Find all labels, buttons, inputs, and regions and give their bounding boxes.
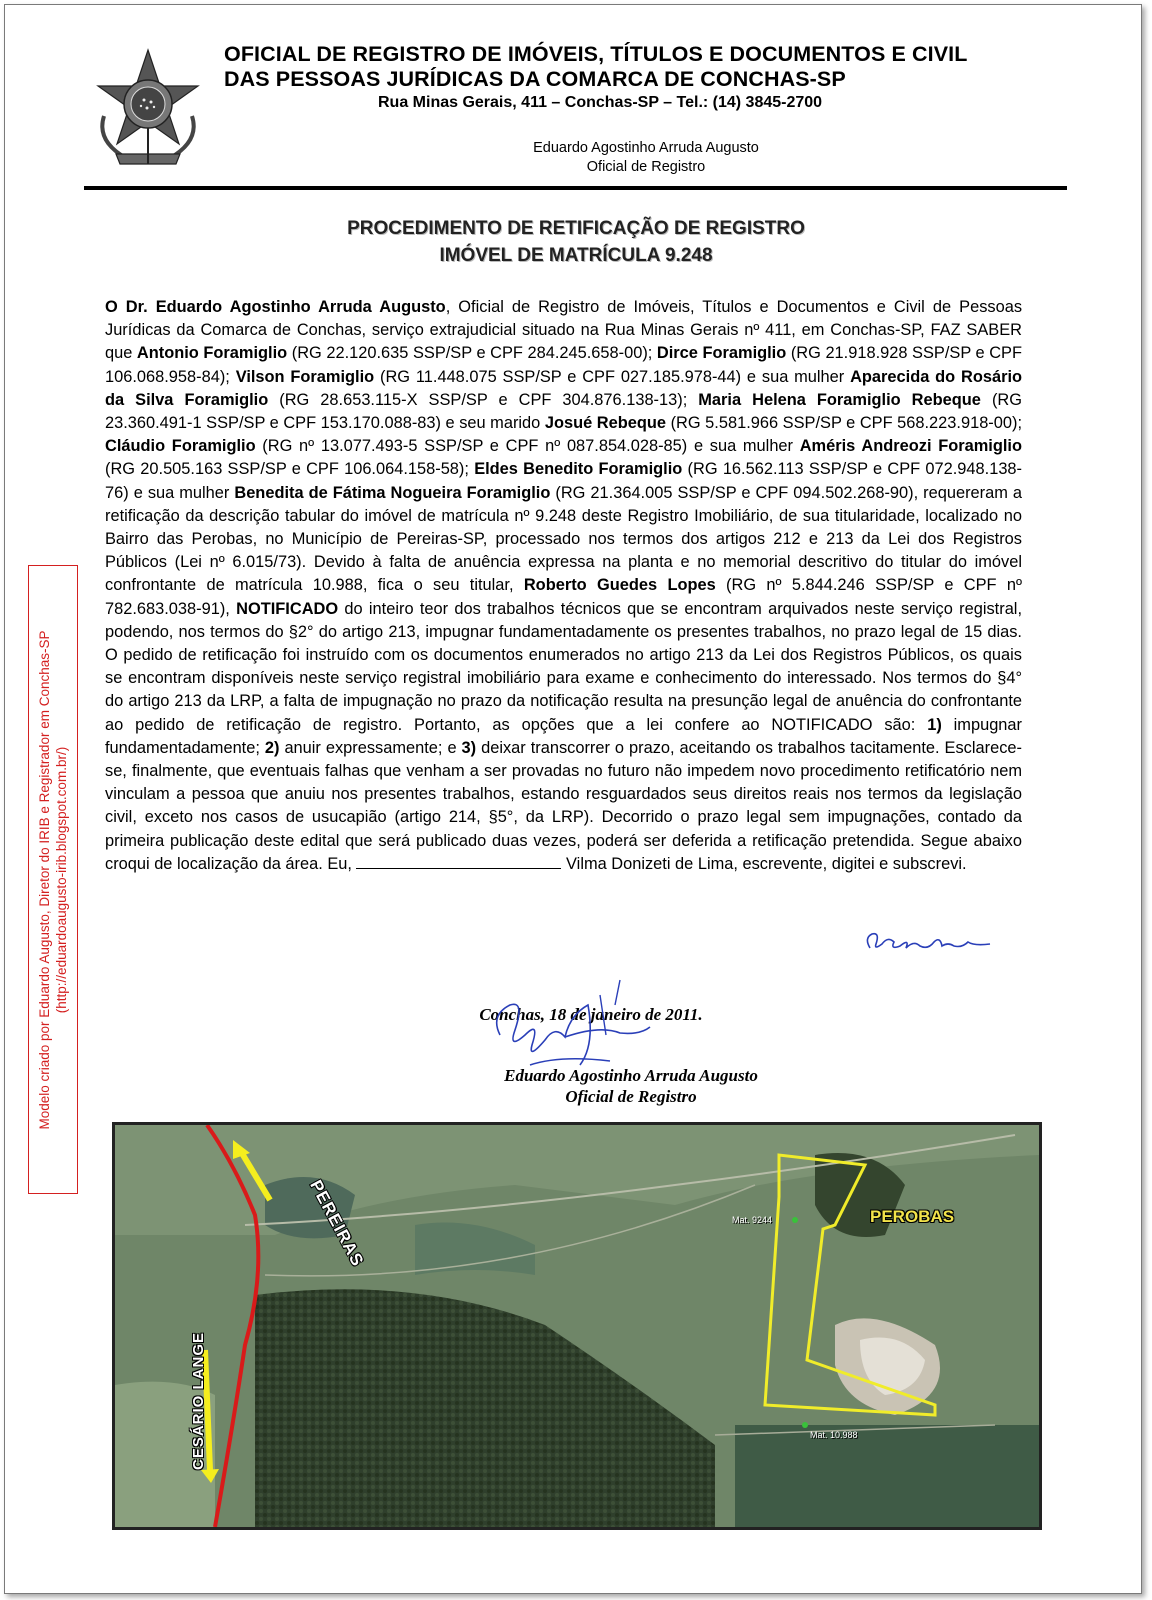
- body-text: deixar transcorrer o prazo, aceitando os trabalhos tacitamente. Esclarece-se, finalmente, que eventuais falhas que venham a ser provadas no futuro não impedem novo procedimento retificatório nem vinculam a pessoa que anuiu nos presentes trabalhos, estando resguardados seus direitos reais nos termos da legislação civil, exceto nos casos de usucapião (artigo 214, §5°, da LRP). Decorrido o prazo legal sem impugnações, contado da primeira publicação deste edital que será publicado duas vezes, poderá ser deferida a retificação pretendida. Segue abaixo croqui de localização da área. Eu,: [105, 738, 1022, 873]
- signer-name: Eduardo Agostinho Arruda Augusto: [504, 1066, 758, 1085]
- body-text: anuir expressamente; e: [279, 738, 462, 757]
- location-map: [112, 1122, 1042, 1530]
- document-title-line2: IMÓVEL DE MATRÍCULA 9.248: [439, 245, 713, 266]
- map-label-mat-10988: Mat. 10.988: [810, 1430, 858, 1440]
- signer-block: [0, 1065, 1152, 1107]
- body-text: (RG nº 5.844.246 SSP/SP e CPF nº 782.683.038-91),: [105, 576, 1022, 618]
- body-bold: Aparecida do Rosário da Silva Foramiglio: [105, 367, 1023, 409]
- body-bold: Eldes Benedito Foramiglio: [474, 460, 683, 479]
- body-text: (RG 23.360.491-1 SSP/SP e CPF 153.170.088-83) e seu marido: [105, 390, 1022, 433]
- body-text: Vilma Donizeti de Lima, escrevente, digitei e subscrevi.: [561, 854, 967, 873]
- body-text: (RG 5.581.966 SSP/SP e CPF 568.223.918-00);: [666, 414, 1023, 433]
- edital-body: [105, 296, 1022, 876]
- signer-role: Oficial de Registro: [565, 1087, 697, 1106]
- office-title: [224, 42, 1084, 92]
- body-text: (RG 16.562.113 SSP/SP e CPF 072.948.138-76) e sua mulher: [105, 460, 1023, 502]
- side-note-line2: (http://eduardoaugusto-irib.blogspot.com.br/): [54, 746, 69, 1013]
- body-bold: 3): [461, 738, 477, 757]
- body-bold: Antonio Foramiglio: [136, 344, 288, 363]
- body-bold: Améris Andreozi Foramiglio: [799, 437, 1022, 456]
- body-bold: 1): [927, 715, 942, 734]
- body-bold: NOTIFICADO: [236, 599, 339, 618]
- body-bold: Josué Rebeque: [544, 414, 667, 433]
- officer-name: Eduardo Agostinho Arruda Augusto: [533, 140, 759, 156]
- body-text: (RG 22.120.635 SSP/SP e CPF 284.245.658-00);: [287, 344, 657, 363]
- side-note-box: [28, 565, 78, 1194]
- body-bold: Maria Helena Foramiglio Rebeque: [698, 390, 981, 409]
- side-note-text: [36, 570, 70, 1190]
- document-title-line1: PROCEDIMENTO DE RETIFICAÇÃO DE REGISTRO: [347, 218, 805, 239]
- officer-role: Oficial de Registro: [586, 159, 706, 175]
- body-text: do inteiro teor dos trabalhos técnicos que se encontram arquivados neste serviço registral, podendo, nos termos do §2° do artigo 213, impugnar fundamentadamente os presentes trabalhos, no prazo legal de 15 dias. O pedido de retificação foi instruído com os documentos enumerados no artigo 213 da Lei dos Registros Públicos, os quais se encontram disponíveis neste serviço registral imobiliário para exame e conhecimento do interessado. Nos termos do §4° do artigo 213 da LRP, a falta de impugnação no prazo da notificação resulta na presunção legal de anuência do confrontante ao pedido de retificação de registro. Portanto, as opções que a lei confere ao NOTIFICADO são:: [105, 599, 1022, 734]
- body-text: , Oficial de Registro de Imóveis, Títulos e Documentos e Civil de Pessoas Jurídicas da Comarca de Conchas, serviço extrajudicial situado na Rua Minas Gerais nº 411, em Conchas-SP, FAZ SABER que: [105, 298, 1023, 363]
- map-label-perobas: PEROBAS: [870, 1207, 955, 1226]
- body-text: impugnar fundamentadamente;: [105, 715, 1022, 757]
- office-title-line2: DAS PESSOAS JURÍDICAS DA COMARCA DE CONCHAS-SP: [224, 67, 846, 91]
- body-bold: Vilson Foramiglio: [235, 367, 375, 386]
- office-address: Rua Minas Gerais, 411 – Conchas-SP – Tel.: (14) 3845-2700: [378, 94, 823, 111]
- scribe-handwritten-signature: [850, 920, 1000, 960]
- officer-block: [0, 139, 1152, 177]
- body-bold: Roberto Guedes Lopes: [523, 576, 716, 595]
- body-bold: O Dr. Eduardo Agostinho Arruda Augusto: [105, 298, 446, 316]
- body-bold: Cláudio Foramiglio: [105, 437, 256, 456]
- map-label-mat-9244: Mat. 9244: [732, 1215, 773, 1225]
- map-label-pereiras: PEREIRAS: [306, 1177, 368, 1270]
- side-note-line1: Modelo criado por Eduardo Augusto, Diretor do IRIB e Registrador em Conchas-SP: [37, 630, 52, 1130]
- date-line: Conchas, 18 de janeiro de 2011.: [479, 1005, 703, 1024]
- body-bold: Benedita de Fátima Nogueira Foramiglio: [234, 483, 551, 502]
- aerial-image: [115, 1125, 1039, 1527]
- header-divider: [84, 186, 1067, 190]
- scribe-signature-line: [356, 854, 561, 869]
- body-text: (RG 20.505.163 SSP/SP e CPF 106.064.158-58);: [105, 460, 475, 479]
- body-text: (RG 21.918.928 SSP/SP e CPF 106.068.958-84);: [105, 344, 1023, 386]
- body-text: (RG 28.653.115-X SSP/SP e CPF 304.876.138-13);: [268, 390, 699, 409]
- body-bold: Dirce Foramiglio: [656, 344, 787, 363]
- body-text: (RG 21.364.005 SSP/SP e CPF 094.502.268-90), requereram a retificação da descrição tabular do imóvel de matrícula nº 9.248 deste Registro Imobiliário, de sua titularidade, localizado no Bairro das Perobas, no Município de Pereiras-SP, processado nos termos dos artigos 212 e 213 da Lei dos Registros Públicos (Lei nº 6.015/73). Devido à falta de anuência expressa na planta e no memorial descritivo do titular do imóvel confrontante de matrícula 10.988, fica o seu titular,: [105, 483, 1022, 595]
- body-text: (RG nº 13.077.493-5 SSP/SP e CPF nº 087.854.028-85) e sua mulher: [255, 437, 800, 456]
- document-title: [0, 215, 1152, 269]
- body-text: (RG 11.448.075 SSP/SP e CPF 027.185.978-44) e sua mulher: [374, 367, 851, 386]
- map-label-cesario-lange: CESÁRIO LANGE: [190, 1331, 207, 1470]
- body-bold: 2): [264, 738, 280, 757]
- office-title-line1: OFICIAL DE REGISTRO DE IMÓVEIS, TÍTULOS E DOCUMENTOS E CIVIL: [224, 42, 968, 66]
